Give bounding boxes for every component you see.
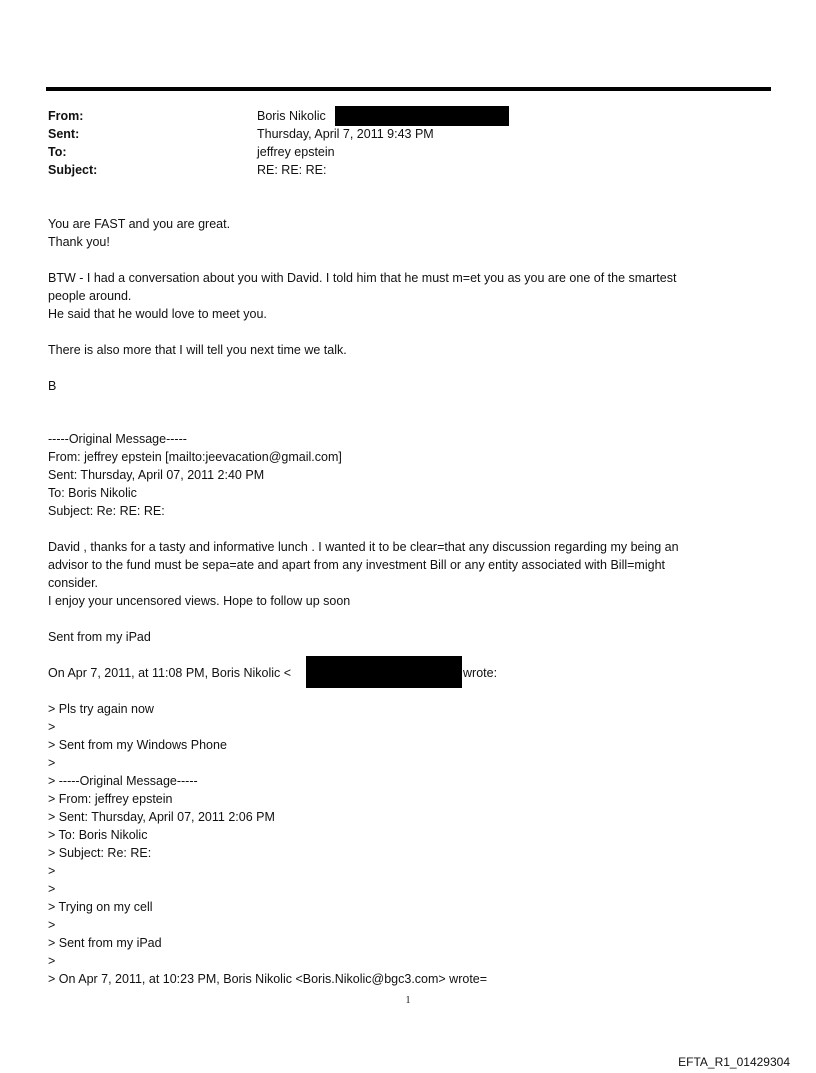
- body-line: He said that he would love to meet you.: [48, 307, 267, 321]
- quoted-line: >: [48, 882, 56, 896]
- quoted-line: >: [48, 918, 56, 932]
- original-sent: Sent: Thursday, April 07, 2011 2:40 PM: [48, 468, 265, 482]
- quoted-line: > Subject: Re: RE:: [48, 846, 152, 860]
- quoted-line: >: [48, 756, 56, 770]
- original-divider: -----Original Message-----: [48, 432, 187, 446]
- page-number: 1: [405, 995, 411, 1006]
- document-id: EFTA_R1_01429304: [678, 1055, 790, 1069]
- original-body-line: advisor to the fund must be sepa=ate and apart from any investment Bill or any entity associated with Bill=might: [48, 558, 665, 572]
- on-date-line: On Apr 7, 2011, at 11:08 PM, Boris Nikolic <: [48, 666, 292, 680]
- redaction-block: [335, 106, 509, 126]
- sent-from-ipad: Sent from my iPad: [48, 630, 151, 644]
- body-line: There is also more that I will tell you next time we talk.: [48, 343, 347, 357]
- quoted-line: > Pls try again now: [48, 702, 154, 716]
- quoted-line: >: [48, 954, 56, 968]
- to-label: To:: [48, 145, 67, 159]
- subject-value: RE: RE: RE:: [257, 163, 327, 177]
- quoted-line: >: [48, 720, 56, 734]
- original-from: From: jeffrey epstein [mailto:jeevacation@gmail.com]: [48, 450, 342, 464]
- original-to: To: Boris Nikolic: [48, 486, 137, 500]
- header-rule: [46, 87, 771, 91]
- quoted-line: > Sent from my iPad: [48, 936, 162, 950]
- original-subject: Subject: Re: RE: RE:: [48, 504, 165, 518]
- quoted-line: >: [48, 864, 56, 878]
- subject-label: Subject:: [48, 163, 98, 177]
- quoted-line: > On Apr 7, 2011, at 10:23 PM, Boris Nikolic <Boris.Nikolic@bgc3.com> wrote=: [48, 972, 488, 986]
- from-label: From:: [48, 109, 84, 123]
- original-body-line: David , thanks for a tasty and informative lunch . I wanted it to be clear=that any discussion regarding my being an: [48, 540, 679, 554]
- body-line: Thank you!: [48, 235, 110, 249]
- redaction-block: [306, 656, 462, 688]
- quoted-line: > Sent from my Windows Phone: [48, 738, 227, 752]
- original-body-line: I enjoy your uncensored views. Hope to follow up soon: [48, 594, 351, 608]
- from-value: Boris Nikolic: [257, 109, 326, 123]
- quoted-line: > From: jeffrey epstein: [48, 792, 173, 806]
- signature: B: [48, 379, 57, 393]
- body-line: people around.: [48, 289, 132, 303]
- on-date-wrote: wrote:: [463, 666, 498, 680]
- original-body-line: consider.: [48, 576, 99, 590]
- sent-label: Sent:: [48, 127, 80, 141]
- quoted-line: > Trying on my cell: [48, 900, 153, 914]
- quoted-line: > To: Boris Nikolic: [48, 828, 148, 842]
- body-line: You are FAST and you are great.: [48, 217, 231, 231]
- quoted-line: > Sent: Thursday, April 07, 2011 2:06 PM: [48, 810, 275, 824]
- quoted-line: > -----Original Message-----: [48, 774, 198, 788]
- sent-value: Thursday, April 7, 2011 9:43 PM: [257, 127, 434, 141]
- to-value: jeffrey epstein: [257, 145, 335, 159]
- body-line: BTW - I had a conversation about you with David. I told him that he must m=et you as you are one of the smartest: [48, 271, 677, 285]
